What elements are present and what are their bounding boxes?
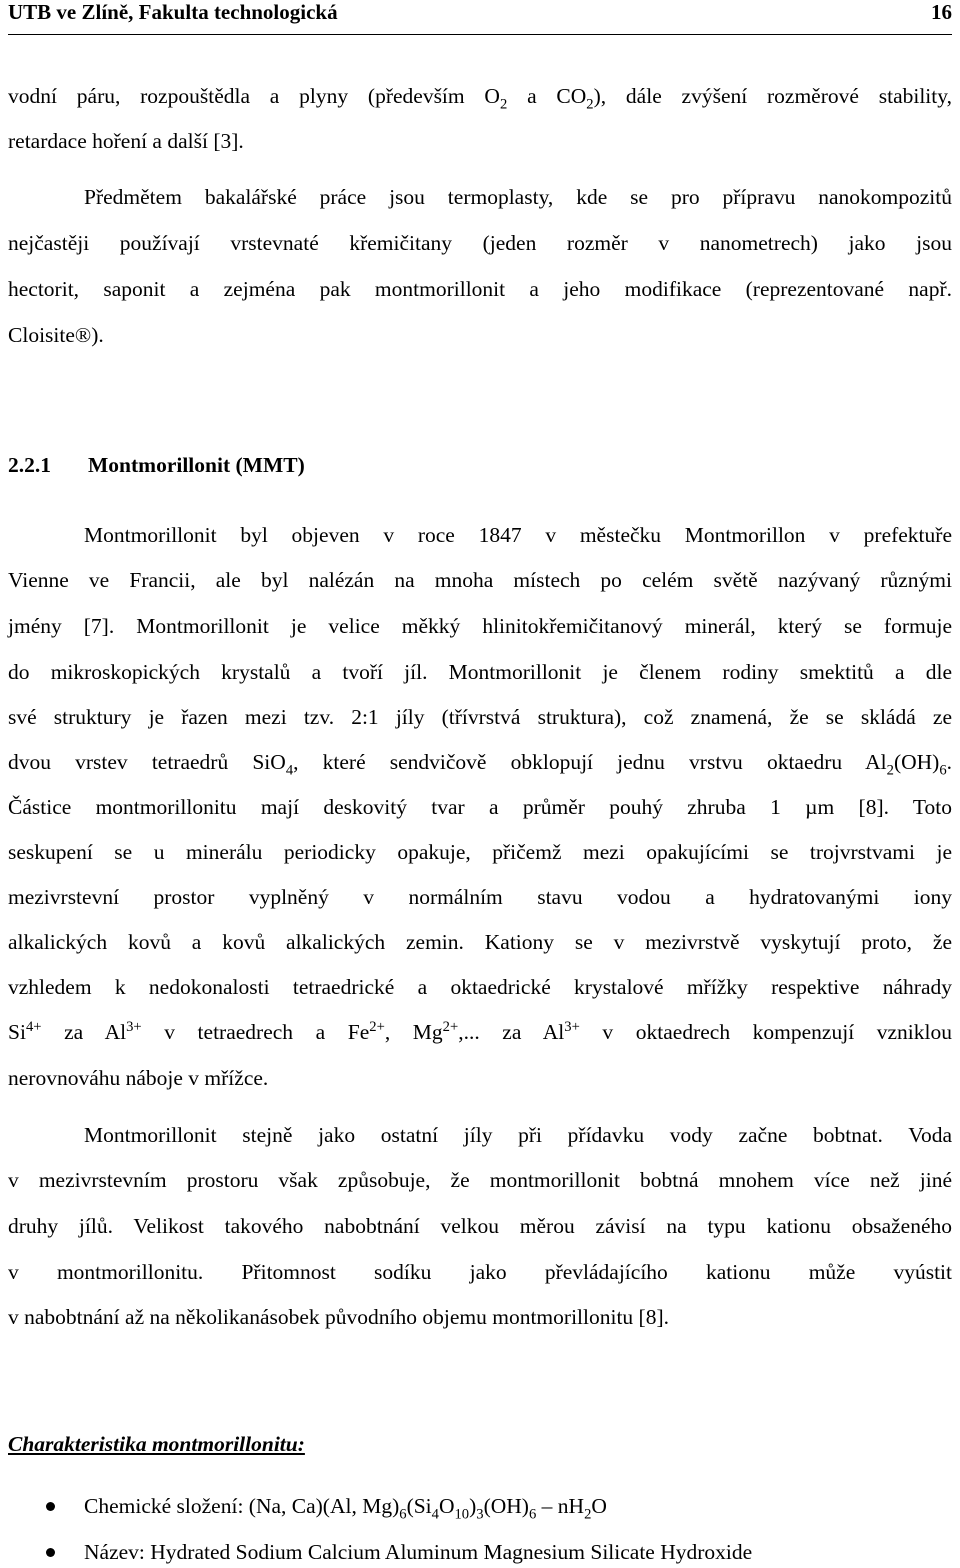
page-header [8,0,952,35]
bullet-icon [46,1502,55,1511]
paragraph-3-line-13: nerovnováhu náboje v mřížce. [8,1066,269,1090]
section-title: Montmorillonit (MMT) [88,453,305,477]
characteristics-heading: Charakteristika montmorillonitu: [8,1432,305,1456]
paragraph-3-line-12: $Si^{4+}$ za $Al^{3+}$ v tetraedrech a $Fe^{2+}$, $Mg^{2+}$,... za $Al^{3+}$ v oktaedrech kompenzují vzniklou [8,1018,953,1044]
paragraph-3-line-8: seskupení se u minerálu periodicky opakuje, přičemž mezi opakujícími se trojvrstvami je [8,840,952,864]
paragraph-2-line-1: Předmětem bakalářské práce jsou termoplasty, kde se pro přípravu nanokompozitů [84,185,952,209]
paragraph-4-line-3: druhy jílů. Velikost takového nabobtnání velkou měrou závisí na typu kationu obsaženého [8,1214,952,1238]
paragraph-4-line-4: v montmorillonitu. Přitomnost sodíku jako převládajícího kationu může vyústit [8,1260,952,1284]
header-title: UTB ve Zlíně, Fakulta technologická [8,0,338,24]
paragraph-4-line-2: v mezivrstevním prostoru však způsobuje, že montmorillonit bobtná mnohem více než jiné [8,1168,952,1192]
page-number: 16 [931,0,952,24]
paragraph-1-line-2: retardace hoření a další [3]. [8,129,244,153]
paragraph-2-line-3: hectorit, saponit a zejména pak montmorillonit a jeho modifikace (reprezentované např. [8,277,952,301]
paragraph-3-line-5: své struktury je řazen mezi tzv. 2:1 jíly (třívrstvá struktura), což znamená, že se skládá ze [8,705,952,729]
paragraph-4-line-5: v nabobtnání až na několikanásobek původního objemu montmorillonitu [8]. [8,1305,669,1329]
paragraph-2-line-2: nejčastěji používají vrstevnaté křemičitany (jeden rozměr v nanometrech) jako jsou [8,231,952,255]
paragraph-3-line-10: alkalických kovů a kovů alkalických zemin. Kationy se v mezivrstvě vyskytují proto, že [8,930,952,954]
section-number: 2.2.1 [8,453,51,477]
paragraph-3-line-2: Vienne ve Francii, ale byl nalézán na mnoha místech po celém světě nazývaný různými [8,568,952,592]
paragraph-4-line-1: Montmorillonit stejně jako ostatní jíly při přídavku vody začne bobtnat. Voda [84,1123,952,1147]
paragraph-3-line-11: vzhledem k nedokonalosti tetraedrické a oktaedrické krystalové mřížky respektive náhrady [8,975,952,999]
paragraph-3-line-3: jmény [7]. Montmorillonit je velice měkký hlinitokřemičitanový minerál, který se formuje [8,614,952,638]
paragraph-3-line-9: mezivrstevní prostor vyplněný v normálním stavu vodou a hydratovanými iony [8,885,952,909]
paragraph-3-line-1: Montmorillonit byl objeven v roce 1847 v městečku Montmorillon v prefektuře [84,523,952,547]
paragraph-3-line-7: Částice montmorillonitu mají deskovitý tvar a průměr pouhý zhruba 1 µm [8]. Toto [8,795,952,819]
paragraph-1-line-1: vodní páru, rozpouštědla a plyny (především $O_2$ a $CO_2$), dále zvýšení rozměrové stability, [8,84,952,113]
paragraph-2-line-4: Cloisite®). [8,323,104,347]
bullet-icon [46,1548,55,1557]
characteristic-item-name: Název: Hydrated Sodium Calcium Aluminum Magnesium Silicate Hydroxide [84,1540,753,1564]
paragraph-3-line-6: dvou vrstev tetraedrů SiO$_4$, které sendvičově obklopují jednu vrstvu oktaedru $Al_2(OH)_6$. [8,750,952,779]
characteristic-item-chemical-composition: Chemické složení: (Na, Ca)(Al, $Mg)_6(Si_4O_{10})_3(OH)_6 - nH_2O$ [84,1494,607,1523]
paragraph-3-line-4: do mikroskopických krystalů a tvoří jíl. Montmorillonit je členem rodiny smektitů a dle [8,660,952,684]
